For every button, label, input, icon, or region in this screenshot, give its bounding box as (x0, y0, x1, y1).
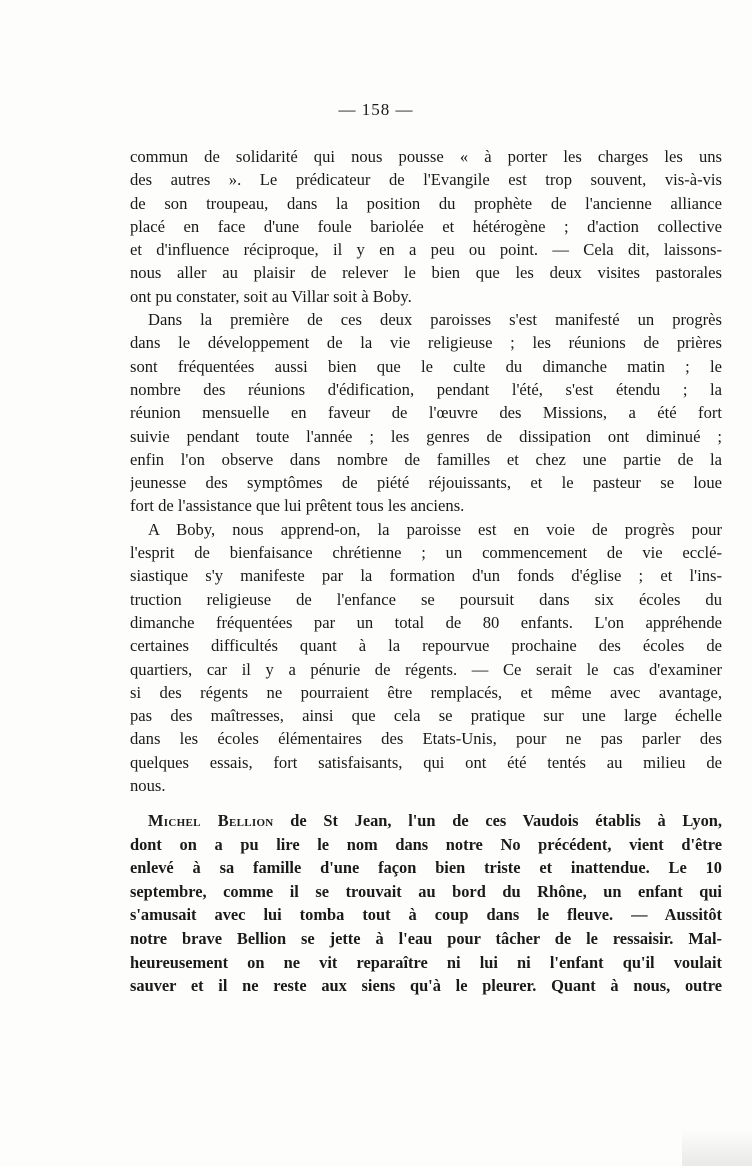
text-line: suivie pendant toute l'année ; les genres de dissipation ont diminué ; (130, 426, 722, 446)
text-line: septembre, comme il se trouvait au bord du Rhône, un enfant qui (130, 881, 722, 901)
text-line: truction religieuse de l'enfance se poursuit dans six écoles du (130, 589, 722, 609)
text-line: si des régents ne pourraient être remplacés, et même avec avantage, (130, 682, 722, 702)
text-line: notre brave Bellion se jette à l'eau pour tâcher de le ressaisir. Mal- (130, 928, 722, 948)
text-line: nombre des réunions d'édification, pendant l'été, s'est étendu ; la (130, 379, 722, 399)
text-line (130, 809, 722, 833)
obituary-name: Michel Bellion (148, 811, 274, 830)
text-line: A Boby, nous apprend-on, la paroisse est en voie de progrès pour (148, 519, 722, 539)
text-line: certaines difficultés quant à la repourvue prochaine des écoles de (130, 636, 722, 656)
text-line: dans le développement de la vie religieuse ; les réunions de prières (130, 333, 722, 353)
text-line: des autres ». Le prédicateur de l'Evangile est trop souvent, vis-à-vis (130, 170, 722, 190)
page-edge-smudge (682, 1130, 752, 1166)
text-line: quelques essais, fort satisfaisants, qui ont été tentés au milieu de (130, 752, 722, 772)
obituary-text (130, 809, 722, 998)
text-line: nous aller au plaisir de relever le bien que les deux visites pastorales (130, 263, 722, 283)
text-line: l'esprit de bienfaisance chrétienne ; un commencement de vie ecclé- (130, 543, 722, 563)
text-line: dimanche fréquentées par un total de 80 enfants. L'on appréhende (130, 612, 722, 632)
text-line: heureusement on ne vit reparaître ni lui ni l'enfant qu'il voulait (130, 952, 722, 972)
text-line: pas des maîtresses, ainsi que cela se pratique sur une large échelle (130, 706, 722, 726)
text-line: ont pu constater, soit au Villar soit à Boby. (130, 286, 412, 306)
text-line: placé en face d'une foule bariolée et hétérogène ; d'action collective (130, 216, 722, 236)
text-line: enlevé à sa famille d'une façon bien triste et inattendue. Le 10 (130, 858, 722, 878)
text-line: dont on a pu lire le nom dans notre No précédent, vient d'être (130, 834, 722, 854)
text-line: quartiers, car il y a pénurie de régents. — Ce serait le cas d'examiner (130, 659, 722, 679)
text-line: et d'influence réciproque, il y en a peu ou point. — Cela dit, laissons- (130, 240, 722, 260)
text-line: enfin l'on observe dans nombre de familles et chez une partie de la (130, 449, 722, 469)
body-text (130, 145, 722, 797)
text-line: siastique s'y manifeste par la formation d'un fonds d'église ; et l'ins- (130, 566, 722, 586)
text-line: sauver et il ne reste aux siens qu'à le pleurer. Quant à nous, outre (130, 976, 722, 996)
page-number: — 158 — (338, 100, 414, 119)
obituary-first-line: de St Jean, l'un de ces Vaudois établis à Lyon, (290, 811, 722, 830)
text-line: commun de solidarité qui nous pousse « à porter les charges les uns (130, 147, 722, 166)
text-line: réunion mensuelle en faveur de l'œuvre des Missions, a été fort (130, 403, 722, 423)
text-line: dans les écoles élémentaires des Etats-Unis, pour ne pas parler des (130, 729, 722, 749)
text-line: s'amusait avec lui tomba tout à coup dans le fleuve. — Aussitôt (130, 905, 722, 925)
text-line: nous. (130, 776, 166, 796)
text-line: de son troupeau, dans la position du prophète de l'ancienne alliance (130, 193, 722, 213)
text-line: fort de l'assistance que lui prêtent tous les anciens. (130, 496, 465, 516)
text-line: sont fréquentées aussi bien que le culte du dimanche matin ; le (130, 356, 722, 376)
text-line: Dans la première de ces deux paroisses s'est manifesté un progrès (148, 310, 722, 330)
text-line: jeunesse des symptômes de piété réjouissants, et le pasteur se loue (130, 473, 722, 493)
